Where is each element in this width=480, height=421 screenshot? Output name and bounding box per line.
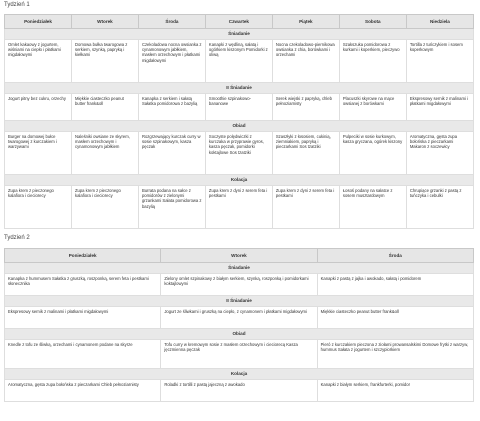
meal-cell: Kanapka z hummusem Sałatka z gruszką, roszponką, serem feta i pestkami słonecznika [5,274,161,296]
meal-cell: Roladki z tortilli z pastą jajeczną z awokado [161,380,317,402]
section-label: Śniadanie [5,29,474,40]
section-row-second-breakfast [5,83,474,94]
table-row [5,380,474,402]
meal-cell: Aromatyczna, gęsta zupa bołońska z pieczarkami Makaron z soczewicy [406,132,473,175]
week-2-meal-table [4,248,474,402]
week-1-title: Tydzień 1 [4,2,30,8]
section-label: Śniadanie [5,263,474,274]
meal-cell: Kanapki z wędliną, sałatą i ogórkiem kiszonym Pomidorki z oliwą [205,40,272,83]
week-2-title: Tydzień 2 [4,235,30,241]
meal-cell: Zupa krem z pieczonego kalafiora i cieciorecy [5,186,72,229]
meal-cell: Zupa krem z pieczonego kalafiora i cieciorecy [71,186,138,229]
section-row-second-breakfast [5,296,474,307]
meal-cell: Ekspresowy sernik z malinami i płatkami migdałowymi [406,94,473,121]
column-header-wednesday: Środa [138,15,205,29]
meal-cell: Burrata podana na sałce z pomidorów z zielonymi grzankami Sałata pomidorowa z bazylią [138,186,205,229]
column-header-friday: Piątek [272,15,339,29]
table-row [5,132,474,175]
column-header-tuesday: Wtorek [161,249,317,263]
table-row [5,40,474,83]
section-label: II Śniadanie [5,296,474,307]
meal-cell: Aromatyczna, gęsta zupa bołońska z pieczarkami Chleb pełnoziarnisty [5,380,161,402]
meal-cell: Łosoś podany na sałatce z sosem musztardowym [339,186,406,229]
meal-cell: Kanapki z białym serkiem, frankfurterki, pomidor [317,380,473,402]
column-header-monday: Poniedziałek [5,15,72,29]
meal-cell: Zupa krem z dyni z serem feta i pestkami [205,186,272,229]
section-row-lunch [5,329,474,340]
meal-cell: Soczyste polędwiczki z kurczaka w przyprawie gyros, kasza pęczak, pomidorki koktajlowe Sos tzatziki [205,132,272,175]
meal-cell: Czekoladowa nocna owsianka z cynamonowym jabłkiem, masłem orzechowym i płatkami migdałowymi [138,40,205,83]
table-row [5,186,474,229]
meal-cell: Chrupiące grzanki z pastą z tuńczyka i cebulki [406,186,473,229]
column-header-sunday: Niedziela [406,15,473,29]
section-row-lunch [5,121,474,132]
section-row-breakfast [5,29,474,40]
meal-cell: Omlet kakaowy z jogurtem, wiśniami na ciepło i płatkami migdałowymi [5,40,72,83]
meal-cell: Tortilla z tuńczykiem i sosem koperkowym [406,40,473,83]
meal-cell: Szakszuka pomidorowa z kurkami i koperkiem, pieczywo [339,40,406,83]
meal-cell: Pulpeciki w sosie kurkowym, kasza gryczana, ogórek kiszony [339,132,406,175]
column-header-wednesday: Środa [317,249,473,263]
meal-cell: Rozgrzewający kurczak curry w sosie szpinakowym, kasza pęczak [138,132,205,175]
section-label: Obiad [5,329,474,340]
table-row [5,340,474,369]
meal-cell: Zupa krem z dyni z serem feta i pestkami [272,186,339,229]
section-label: Kolacja [5,369,474,380]
meal-cell: Pieró z kurczakiem pieczona z ziołami prowansalskimi Domowe frytki z warzyw, hummus Sałata z jogurtem i szczypiorkiem [317,340,473,369]
section-row-dinner [5,175,474,186]
meal-cell: Zielony omlet szpinakowy z białym serkiem, szynką, roszponką i pomidorkami koktajlowymi [161,274,317,296]
meal-cell: Knedle z tofu ze śliwką, orzechami i cynamonem podane na skyrze [5,340,161,369]
column-header-monday: Poniedziałek [5,249,161,263]
section-label: Kolacja [5,175,474,186]
table-row [5,274,474,296]
header-row [5,15,474,29]
meal-cell: Smoothie szpinakowo-bananowe [205,94,272,121]
meal-cell: Jogurt ze śliwkami i gruszką na ciepło, z cynamonem i płatkami migdałowymi [161,307,317,329]
column-header-saturday: Sobota [339,15,406,29]
meal-cell: Miękkie ciasteczko peanut butter frank&oll [317,307,473,329]
meal-cell: Nocna czekoladowo-piernikowa owsianka z chia, borówkami i orzechami [272,40,339,83]
meal-cell: Domowa bułka twarogowa z serkiem, szynką, papryką i kiełkami [71,40,138,83]
table-row [5,307,474,329]
meal-cell: Miękkie ciasteczko peanut butter frank&oll [71,94,138,121]
column-header-thursday: Czwartek [205,15,272,29]
section-label: Obiad [5,121,474,132]
meal-cell: Naleśniki owsiane ze skyrem, masłem orzechowym i cynamonowym jabłkiem [71,132,138,175]
meal-cell: Tofu curry w kremowym sosie z masłem orzechowym i cieciorecą Kasza jęczmienna pęczak [161,340,317,369]
meal-cell: Kanapki z pastą z jajka i awokado, sałatą i pomidorem [317,274,473,296]
meal-cell: Burger na domowej bułce twarogowej z kurczakiem i warzywami [5,132,72,175]
column-header-tuesday: Wtorek [71,15,138,29]
meal-cell: Placuszki skyrowe na mące owsianej z borówkami [339,94,406,121]
meal-cell: Szaszłyki z łososiem, cukinią, ziemniakiem, papryką i pieczarkami Sos tzatziki [272,132,339,175]
table-row [5,94,474,121]
meal-cell: Jogurt pitny bez cukru, orzechy [5,94,72,121]
section-label: II Śniadanie [5,83,474,94]
section-row-dinner [5,369,474,380]
meal-cell: Serek wiejski z papryką, chleb pełnoziarnisty [272,94,339,121]
header-row [5,249,474,263]
meal-cell: Ekspresowy sernik z malinami i płatkami migdałowymi [5,307,161,329]
meal-cell: Kanapka z serkiem i sałatą Sałatka pomidorowa z bazylią [138,94,205,121]
week-1-meal-table [4,14,474,229]
section-row-breakfast [5,263,474,274]
